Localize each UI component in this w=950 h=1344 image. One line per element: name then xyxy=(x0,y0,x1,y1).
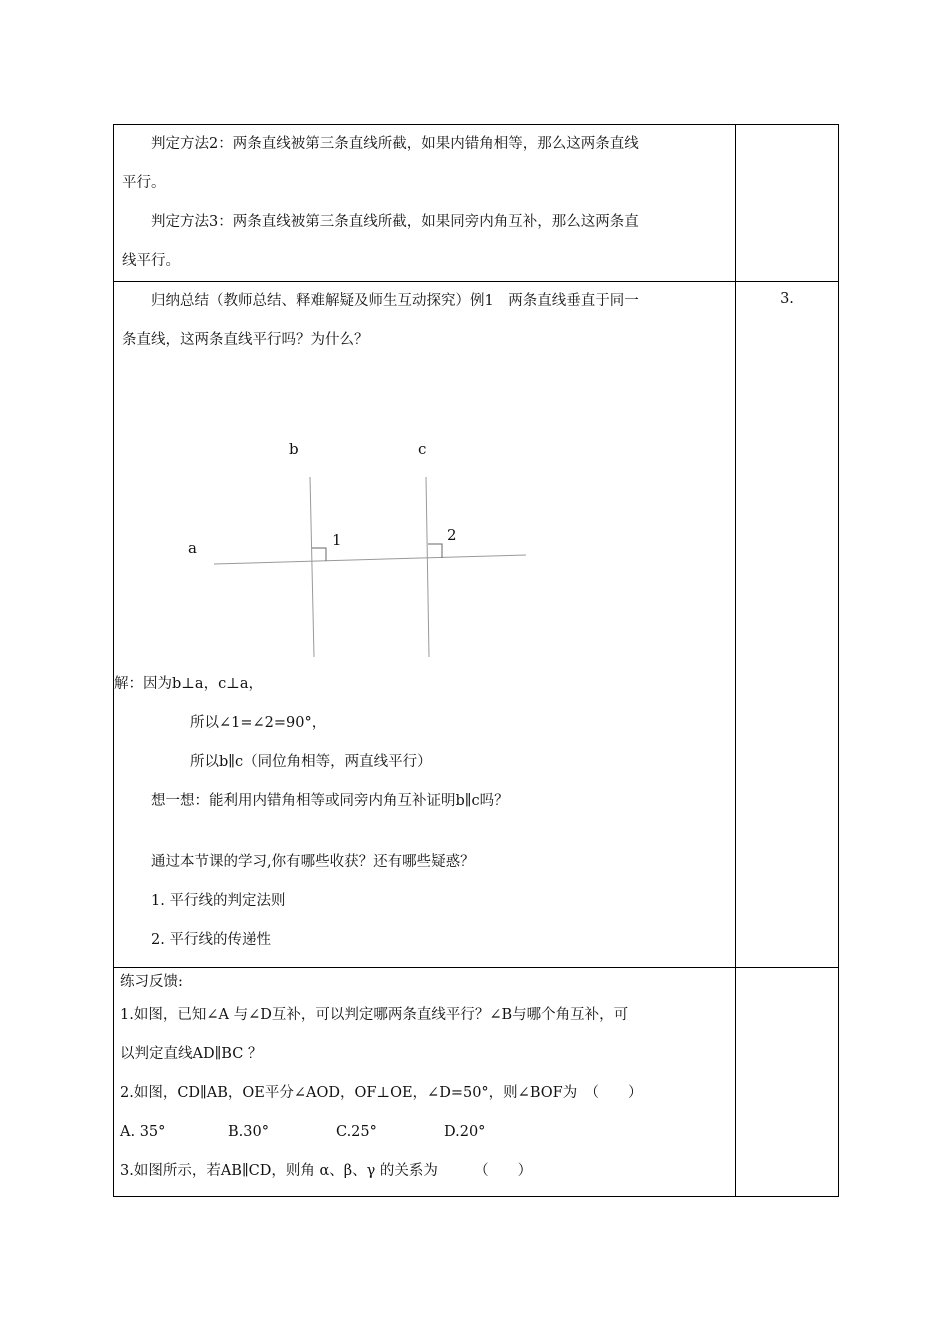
option-d: D.20° xyxy=(444,1124,486,1140)
question2-options xyxy=(120,1113,727,1152)
table-row xyxy=(114,125,839,282)
option-c: C.25° xyxy=(336,1124,377,1140)
perpendicular-figure xyxy=(122,360,727,665)
summary-item-1: 1. 平行线的判定法则 xyxy=(151,893,286,909)
label-2: 2 xyxy=(447,526,457,544)
side-cell xyxy=(736,968,839,1197)
label-c: c xyxy=(418,440,427,458)
solution-line3: 所以b∥c（同位角相等，两直线平行） xyxy=(190,754,432,770)
practice-heading: 练习反馈: xyxy=(120,974,183,990)
think-question: 想一想：能利用内错角相等或同旁内角互补证明b∥c吗？ xyxy=(151,793,509,809)
label-1: 1 xyxy=(332,531,342,549)
content-cell xyxy=(114,282,736,968)
line-b xyxy=(310,477,314,657)
summary-item-2: 2. 平行线的传递性 xyxy=(151,932,271,948)
table-row xyxy=(114,968,839,1197)
option-a: A. 35° xyxy=(120,1124,166,1140)
question3: 3.如图所示，若AB∥CD，则角 α、β、γ 的关系为 （ ） xyxy=(120,1163,533,1179)
summary-line1: 归纳总结（教师总结、释难解疑及师生互动探究）例1 两条直线垂直于同一 xyxy=(151,293,639,309)
content-cell xyxy=(114,968,736,1197)
side-number: 3. xyxy=(780,291,794,307)
figure-lines xyxy=(122,360,732,665)
right-angle-mark-1 xyxy=(312,548,326,561)
label-b: b xyxy=(289,440,299,458)
content-cell xyxy=(114,125,736,282)
label-a: a xyxy=(188,539,197,557)
reflect-question: 通过本节课的学习,你有哪些收获？还有哪些疑惑？ xyxy=(151,854,475,870)
method3-line2: 线平行。 xyxy=(122,253,180,269)
question2: 2.如图，CD∥AB，OE平分∠AOD，OF⊥OE，∠D=50°，则∠BOF为 （ ） xyxy=(120,1085,643,1101)
summary-line2: 条直线，这两条直线平行吗？为什么？ xyxy=(122,332,369,348)
option-b: B.30° xyxy=(228,1124,269,1140)
question1-line2: 以判定直线AD∥BC ？ xyxy=(120,1046,263,1062)
solution-line2: 所以∠1=∠2=90°， xyxy=(190,715,327,731)
solution-line1: 解：因为b⊥a，c⊥a， xyxy=(114,676,263,692)
right-angle-mark-2 xyxy=(428,544,442,558)
method2-line2: 平行。 xyxy=(122,175,166,191)
table-row xyxy=(114,282,839,968)
side-cell xyxy=(736,125,839,282)
line-a xyxy=(214,555,526,564)
side-cell xyxy=(736,282,839,968)
lesson-table xyxy=(113,124,839,1197)
method2-line1: 判定方法2：两条直线被第三条直线所截，如果内错角相等，那么这两条直线 xyxy=(151,136,639,152)
method3-line1: 判定方法3：两条直线被第三条直线所截，如果同旁内角互补，那么这两条直 xyxy=(151,214,639,230)
line-c xyxy=(426,477,429,657)
question1-line1: 1.如图，已知∠A 与∠D互补，可以判定哪两条直线平行？∠B与哪个角互补，可 xyxy=(120,1007,629,1023)
